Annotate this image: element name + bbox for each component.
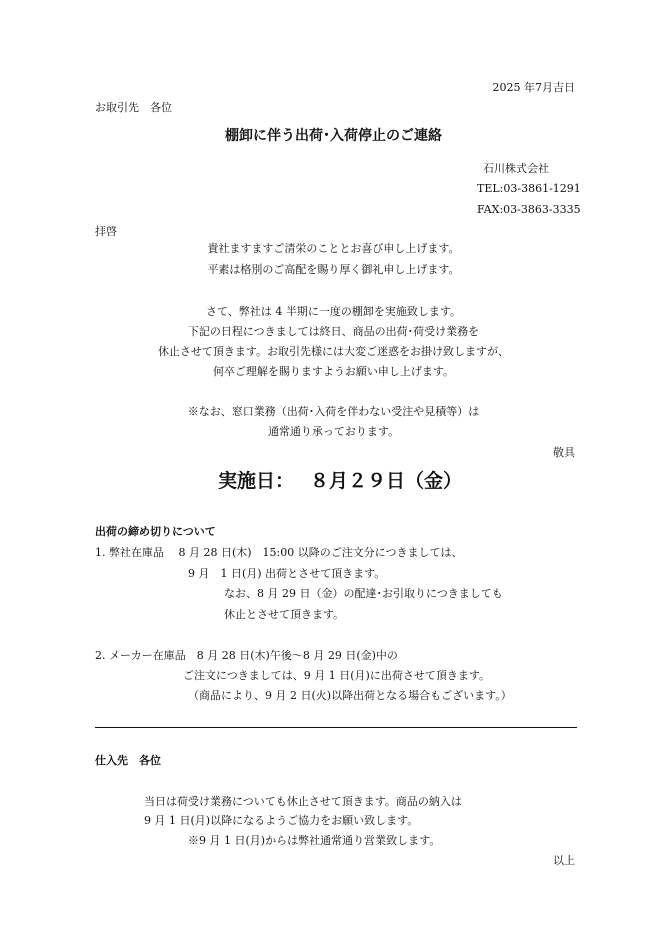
- window-service-note: ※なお、窓口業務（出荷･入荷を伴わない受注や見積等）は: [187, 405, 480, 418]
- suppliers-heading: 仕入先 各位: [95, 754, 161, 767]
- shipping-item-line: 2. メーカー在庫品 8 月 28 日(木)午後～8 月 29 日(金)中の: [95, 649, 398, 662]
- notice-line: 下記の日程につきましては終日、商品の出荷･荷受け業務を: [187, 325, 480, 338]
- shipping-deadline-heading: 出荷の締め切りについて: [95, 525, 216, 538]
- notice-line: 何卒ご理解を賜りますようお願い申し上げます。: [212, 365, 455, 378]
- shipping-item-line: 休止とさせて頂きます。: [224, 608, 345, 621]
- opening-word: 拝啓: [95, 225, 117, 238]
- closing-word: 敬具: [553, 446, 575, 459]
- section-divider: [95, 727, 577, 728]
- greeting-line: 平素は格別のご高配を賜り厚く御礼申し上げます。: [207, 263, 460, 276]
- notice-line: さて、弊社は 4 半期に一度の棚卸を実施致します。: [206, 305, 461, 318]
- notice-line: 休止させて頂きます。お取引先様には大変ご迷惑をお掛け致しますが、: [157, 345, 510, 358]
- shipping-item-line: （商品により、9 月 2 日(火)以降出荷となる場合もございます。）: [188, 689, 512, 702]
- event-date: ８月２９日（金）: [310, 470, 463, 492]
- supplier-notice-line: ※9 月 1 日(月)からは弊社通常通り営業致します。: [188, 834, 441, 847]
- shipping-item-line: 1. 弊社在庫品 8 月 28 日(木) 15:00 以降のご注文分につきましては、: [95, 546, 463, 559]
- document-date: 2025 年7月吉日: [492, 81, 575, 94]
- closing-word-final: 以上: [553, 854, 575, 867]
- company-fax: FAX:03-3863-3335: [477, 203, 581, 216]
- shipping-item-line: なお、8 月 29 日（金）の配達･お引取りにつきましても: [224, 587, 503, 600]
- greeting-line: 貴社ますますご清栄のこととお喜び申し上げます。: [207, 242, 460, 255]
- shipping-item-line: 9 月 1 日(月) 出荷とさせて頂きます。: [188, 567, 386, 580]
- recipients-line: お取引先 各位: [95, 101, 172, 114]
- company-tel: TEL:03-3861-1291: [477, 182, 581, 195]
- supplier-notice-line: 当日は荷受け業務についても休止させて頂きます。商品の納入は: [144, 795, 462, 808]
- company-name: 石川株式会社: [483, 162, 549, 175]
- supplier-notice-line: 9 月 1 日(月)以降になるようご協力をお願い致します。: [144, 814, 419, 827]
- document-title: 棚卸に伴う出荷･入荷停止のご連絡: [225, 128, 442, 144]
- window-service-note: 通常通り承っております。: [267, 425, 400, 438]
- shipping-item-line: ご注文につきましては、9 月 1 日(月)に出荷させて頂きます。: [183, 669, 490, 682]
- event-date-label: 実施日：: [218, 470, 295, 492]
